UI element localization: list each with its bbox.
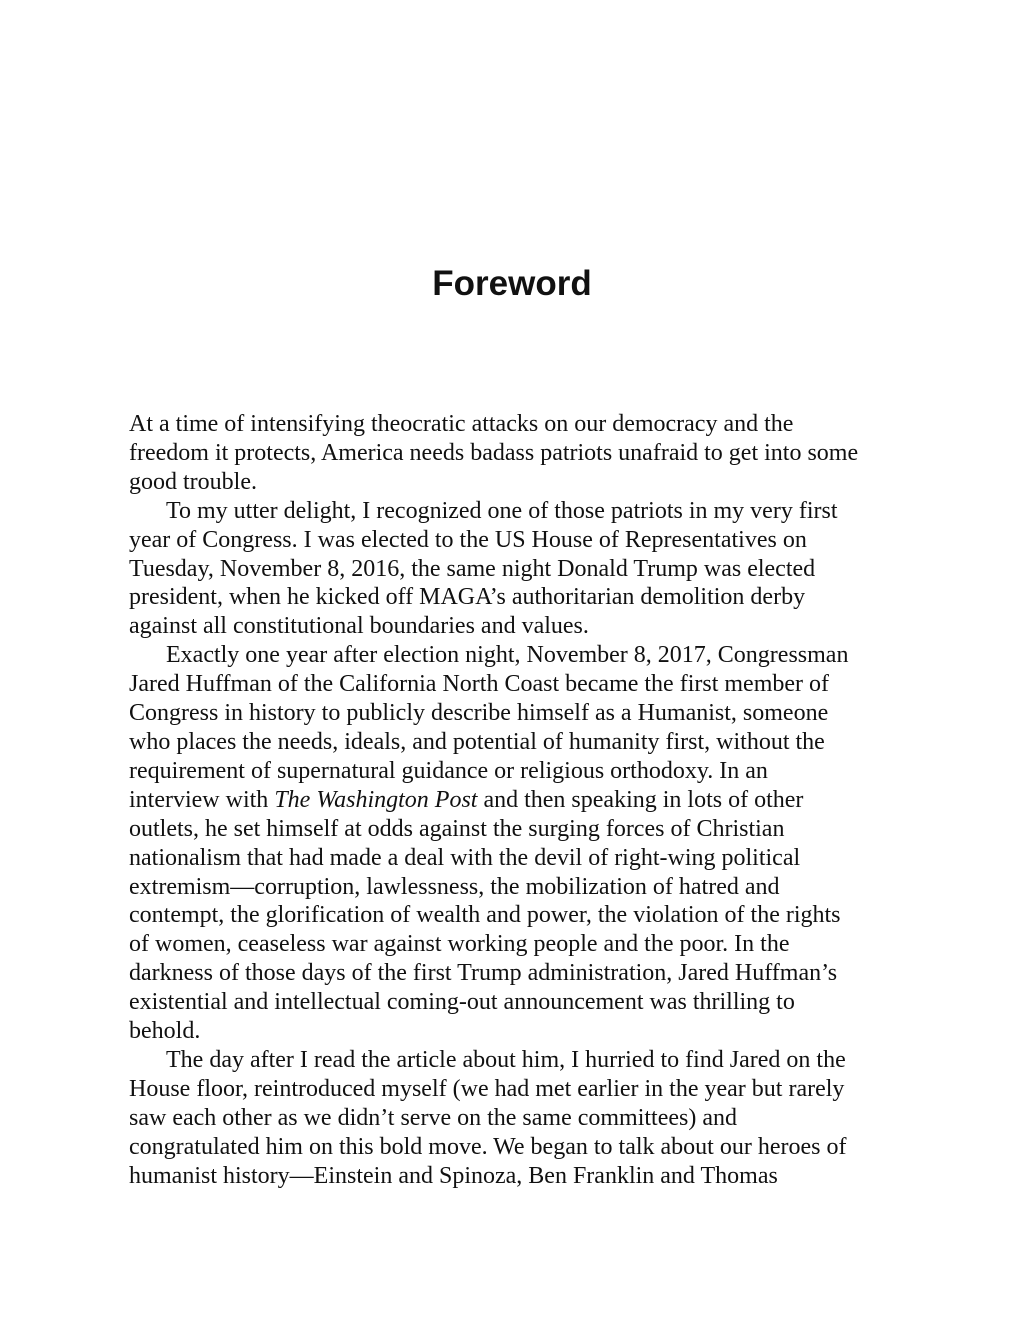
paragraph bbox=[129, 410, 899, 497]
text-line: Exactly one year after election night, November 8, 2017, Congressman bbox=[166, 642, 849, 669]
text-line: requirement of supernatural guidance or religious orthodoxy. In an bbox=[129, 757, 768, 784]
text-line: nationalism that had made a deal with the devil of right-wing political bbox=[129, 844, 801, 871]
body-text bbox=[129, 410, 899, 1190]
text-line: existential and intellectual coming-out announcement was thrilling to bbox=[129, 989, 795, 1016]
text-line: contempt, the glorification of wealth and power, the violation of the rights bbox=[129, 902, 841, 929]
text-line: humanist history—Einstein and Spinoza, Ben Franklin and Thomas bbox=[129, 1162, 778, 1189]
text-line: who places the needs, ideals, and potential of humanity first, without the bbox=[129, 728, 825, 755]
text-line bbox=[129, 786, 899, 815]
text-line: behold. bbox=[129, 1018, 201, 1045]
text-run: and then speaking in lots of other bbox=[477, 786, 804, 813]
text-line: The day after I read the article about him, I hurried to find Jared on the bbox=[166, 1046, 846, 1073]
text-line: of women, ceaseless war against working people and the poor. In the bbox=[129, 931, 790, 958]
text-line: year of Congress. I was elected to the US House of Representatives on bbox=[129, 526, 807, 553]
text-line: against all constitutional boundaries and values. bbox=[129, 613, 589, 640]
text-line: congratulated him on this bold move. We began to talk about our heroes of bbox=[129, 1133, 847, 1160]
paragraph bbox=[129, 641, 899, 1046]
text-line: good trouble. bbox=[129, 468, 257, 495]
text-line: House floor, reintroduced myself (we had met earlier in the year but rarely bbox=[129, 1075, 845, 1102]
text-line: president, when he kicked off MAGA’s authoritarian demolition derby bbox=[129, 584, 806, 611]
page-title: Foreword bbox=[432, 264, 592, 303]
text-line: Jared Huffman of the California North Coast became the first member of bbox=[129, 671, 829, 698]
paragraph bbox=[129, 497, 899, 642]
publication-title: The Washington Post bbox=[274, 786, 478, 813]
text-line: freedom it protects, America needs badass patriots unafraid to get into some bbox=[129, 439, 859, 466]
text-line: outlets, he set himself at odds against the surging forces of Christian bbox=[129, 815, 785, 842]
paragraph bbox=[129, 1046, 899, 1191]
text-line: Tuesday, November 8, 2016, the same night Donald Trump was elected bbox=[129, 555, 816, 582]
text-line: Congress in history to publicly describe himself as a Humanist, someone bbox=[129, 700, 829, 727]
text-line: darkness of those days of the first Trump administration, Jared Huffman’s bbox=[129, 960, 838, 987]
text-run: interview with bbox=[129, 786, 275, 813]
text-line: At a time of intensifying theocratic attacks on our democracy and the bbox=[129, 411, 794, 437]
text-line: extremism—corruption, lawlessness, the mobilization of hatred and bbox=[129, 873, 780, 900]
text-line: saw each other as we didn’t serve on the same committees) and bbox=[129, 1104, 738, 1131]
text-line: To my utter delight, I recognized one of those patriots in my very first bbox=[166, 497, 838, 524]
